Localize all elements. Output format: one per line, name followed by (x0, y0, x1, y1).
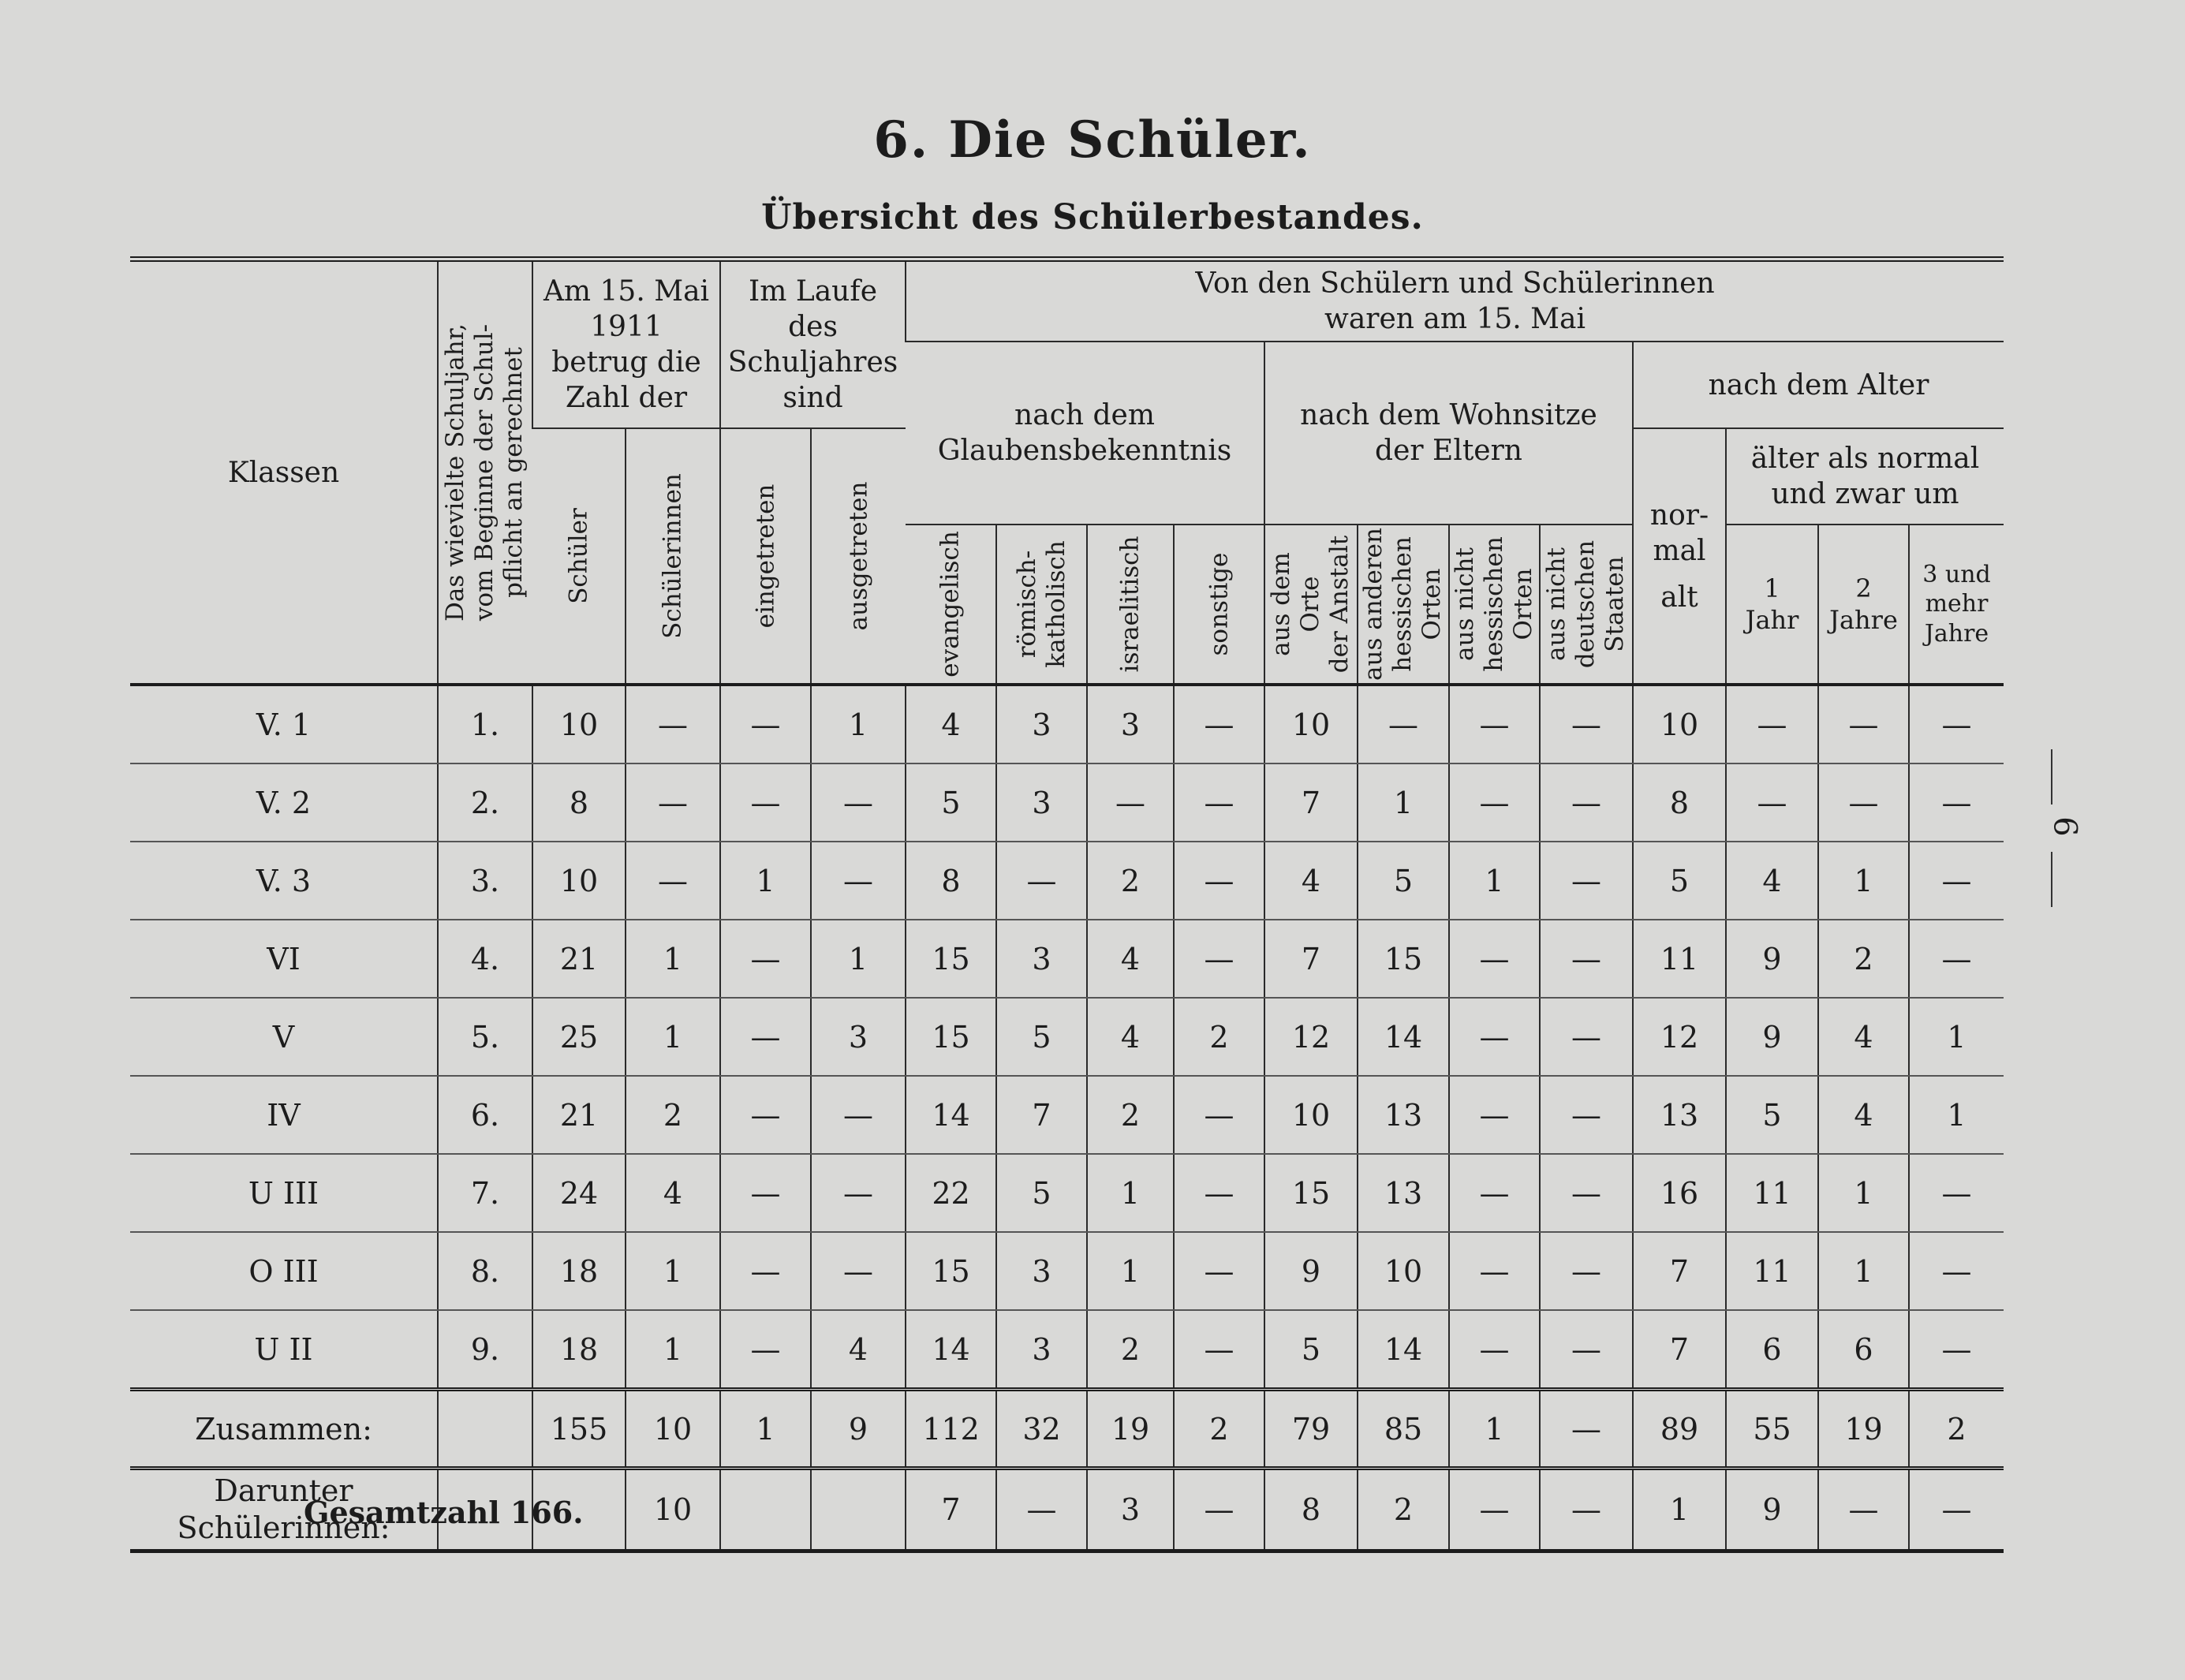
header-am15mai-line1: Am 15. Mai (543, 275, 710, 308)
header-klassen (130, 259, 438, 685)
header-wohnsitz (1264, 342, 1633, 525)
data-cell: — (720, 1076, 811, 1154)
data-cell: — (1818, 685, 1909, 763)
darunter-label-line1: Darunter (214, 1473, 353, 1508)
header-eingetreten (720, 428, 811, 685)
header-schuelerinnen (626, 428, 720, 685)
header-imlaufe-line1: Im Laufe (749, 275, 877, 308)
table-body (130, 685, 2004, 1390)
header-aus-hess-line3: Orten (1417, 568, 1447, 640)
schuljahr-cell: 1. (438, 685, 532, 763)
data-cell: 2 (1087, 1076, 1174, 1154)
data-cell: 21 (532, 1076, 626, 1154)
data-cell: 5 (1358, 842, 1449, 920)
data-cell: — (1449, 1232, 1540, 1310)
data-cell: 13 (1358, 1154, 1449, 1232)
data-cell: 15 (906, 1232, 996, 1310)
data-cell: — (1358, 685, 1449, 763)
data-cell: 10 (1264, 1076, 1358, 1154)
data-cell: 4 (1087, 920, 1174, 998)
header-j3 (1909, 525, 2004, 685)
data-cell: — (1174, 920, 1264, 998)
data-cell: — (1174, 1154, 1264, 1232)
data-cell: — (626, 842, 720, 920)
table-row (130, 1310, 2004, 1390)
page-title: 6. Die Schüler. (873, 110, 1312, 170)
header-schuelerinnen-label: Schülerinnen (658, 473, 687, 639)
data-cell: 13 (1633, 1076, 1726, 1154)
header-am15mai-line2: 1911 (590, 311, 663, 343)
data-cell: — (1540, 1154, 1633, 1232)
class-cell: V. 2 (130, 763, 438, 842)
data-cell: 16 (1633, 1154, 1726, 1232)
darunter-cell: 1 (1633, 1469, 1726, 1551)
data-cell: — (1540, 1232, 1633, 1310)
zusammen-sj (438, 1390, 532, 1469)
class-cell: U II (130, 1310, 438, 1390)
header-katholisch (996, 525, 1087, 685)
header-aus-hess-line2: hessischen (1388, 536, 1417, 672)
data-cell: 18 (532, 1232, 626, 1310)
data-cell: 1 (626, 998, 720, 1076)
class-cell: IV (130, 1076, 438, 1154)
data-cell: — (1174, 685, 1264, 763)
data-cell: 1 (811, 685, 906, 763)
data-cell: 3 (996, 1310, 1087, 1390)
data-cell: 2 (1174, 998, 1264, 1076)
header-aus-orte-line2: Orte (1296, 576, 1325, 633)
data-cell: 2 (626, 1076, 720, 1154)
data-cell: — (996, 842, 1087, 920)
data-cell: — (811, 763, 906, 842)
zusammen-cell: 112 (906, 1390, 996, 1469)
data-cell: 21 (532, 920, 626, 998)
class-cell: V. 1 (130, 685, 438, 763)
table-row (130, 920, 2004, 998)
data-cell: 1 (811, 920, 906, 998)
data-cell: — (626, 763, 720, 842)
data-cell: 18 (532, 1310, 626, 1390)
zusammen-cell: — (1540, 1390, 1633, 1469)
header-von-den-line2: waren am 15. Mai (1324, 303, 1586, 335)
data-cell: 9 (1726, 998, 1818, 1076)
data-cell: 1 (626, 1310, 720, 1390)
data-cell: 11 (1633, 920, 1726, 998)
data-cell: — (1540, 920, 1633, 998)
data-cell: 1 (1087, 1232, 1174, 1310)
data-cell: 4 (1087, 998, 1174, 1076)
darunter-cell: — (1540, 1469, 1633, 1551)
data-cell: — (1449, 685, 1540, 763)
footer-total: Gesamtzahl 166. (304, 1495, 584, 1530)
data-cell: 1 (1087, 1154, 1174, 1232)
data-cell: 5 (1264, 1310, 1358, 1390)
header-glauben (906, 342, 1264, 525)
header-j2-line1: 2 (1855, 573, 1872, 603)
data-cell: — (811, 1232, 906, 1310)
data-cell: — (1449, 920, 1540, 998)
zusammen-cell: 1 (720, 1390, 811, 1469)
data-cell: — (811, 1076, 906, 1154)
data-cell: — (1540, 763, 1633, 842)
header-normal-line1: nor- (1649, 498, 1709, 532)
data-cell: — (1174, 842, 1264, 920)
data-cell: 12 (1264, 998, 1358, 1076)
header-aus-orte-line1: aus dem (1267, 552, 1296, 656)
header-israelitisch-label: israelitisch (1115, 536, 1145, 673)
data-cell: — (1174, 1232, 1264, 1310)
header-ausgetreten-label: ausgetreten (843, 481, 872, 631)
darunter-cell: 2 (1358, 1469, 1449, 1551)
page-subtitle: Übersicht des Schülerbestandes. (761, 197, 1424, 237)
header-alter-label: nach dem Alter (1708, 368, 1929, 401)
data-cell: — (1909, 842, 2004, 920)
data-cell: 1 (1358, 763, 1449, 842)
table-row (130, 842, 2004, 920)
data-cell: 9 (1726, 920, 1818, 998)
header-katholisch-line1: römisch- (1012, 550, 1041, 659)
data-cell: 11 (1726, 1154, 1818, 1232)
header-aus-nicht-dt-line1: aus nicht (1542, 547, 1571, 661)
data-cell: 6 (1818, 1310, 1909, 1390)
header-j1 (1726, 525, 1818, 685)
data-cell: 22 (906, 1154, 996, 1232)
zusammen-cell: 19 (1818, 1390, 1909, 1469)
data-cell: 15 (906, 920, 996, 998)
page-number-rule-top (2051, 749, 2052, 805)
data-cell: 1 (1909, 1076, 2004, 1154)
class-cell: V (130, 998, 438, 1076)
table-row (130, 1232, 2004, 1310)
data-cell: — (1540, 1310, 1633, 1390)
header-aus-nicht-dt-line2: deutschen (1571, 539, 1600, 669)
data-cell: — (1087, 763, 1174, 842)
data-cell: — (811, 842, 906, 920)
data-cell: 14 (906, 1310, 996, 1390)
data-cell: 4 (906, 685, 996, 763)
data-cell: 3 (811, 998, 906, 1076)
data-cell: 4 (811, 1310, 906, 1390)
data-cell: 7 (1264, 920, 1358, 998)
header-von-den (906, 259, 2004, 342)
zusammen-cell: 19 (1087, 1390, 1174, 1469)
table-row (130, 1154, 2004, 1232)
class-cell: V. 3 (130, 842, 438, 920)
data-cell: 1 (1449, 842, 1540, 920)
data-cell: — (1449, 998, 1540, 1076)
header-imlaufe-line4: sind (782, 382, 843, 414)
data-cell: 15 (1264, 1154, 1358, 1232)
header-j1-line1: 1 (1764, 573, 1780, 603)
header-evangelisch-label: evangelisch (936, 531, 965, 678)
header-aus-orte-line3: der Anstalt (1325, 535, 1354, 674)
zusammen-cell: 79 (1264, 1390, 1358, 1469)
data-cell: 11 (1726, 1232, 1818, 1310)
data-cell: 2 (1818, 920, 1909, 998)
table-row (130, 998, 2004, 1076)
zusammen-cell: 32 (996, 1390, 1087, 1469)
darunter-cell: — (1818, 1469, 1909, 1551)
data-cell: 8 (1633, 763, 1726, 842)
data-cell: — (1909, 685, 2004, 763)
darunter-cell: 7 (906, 1469, 996, 1551)
data-cell: 10 (532, 842, 626, 920)
data-cell: 3 (1087, 685, 1174, 763)
data-cell: 10 (1633, 685, 1726, 763)
data-cell: 3 (996, 685, 1087, 763)
data-cell: 10 (1264, 685, 1358, 763)
table-row (130, 763, 2004, 842)
schuljahr-cell: 8. (438, 1232, 532, 1310)
data-cell: 10 (1358, 1232, 1449, 1310)
zusammen-cell: 10 (626, 1390, 720, 1469)
header-wohnsitz-line1: nach dem Wohnsitze (1300, 399, 1597, 431)
header-am15mai (532, 259, 720, 429)
data-cell: 9 (1264, 1232, 1358, 1310)
data-cell: 2 (1087, 842, 1174, 920)
schuljahr-cell: 3. (438, 842, 532, 920)
data-cell: 25 (532, 998, 626, 1076)
header-aus-nicht-hess (1449, 525, 1540, 685)
darunter-cell: 9 (1726, 1469, 1818, 1551)
schuljahr-cell: 4. (438, 920, 532, 998)
data-cell: — (1449, 763, 1540, 842)
data-cell: — (1540, 1076, 1633, 1154)
data-cell: — (626, 685, 720, 763)
data-cell: 4 (1264, 842, 1358, 920)
header-sonstige (1174, 525, 1264, 685)
data-cell: 1 (720, 842, 811, 920)
data-cell: 1 (1818, 1232, 1909, 1310)
schuljahr-cell: 6. (438, 1076, 532, 1154)
data-cell: 10 (532, 685, 626, 763)
header-normal (1633, 428, 1726, 685)
data-cell: — (1449, 1154, 1540, 1232)
data-cell: 24 (532, 1154, 626, 1232)
header-schuljahr-line1: Das wievielte Schuljahr, (441, 323, 470, 622)
header-imlaufe (720, 259, 906, 429)
header-aus-hess (1358, 525, 1449, 685)
data-cell: — (720, 920, 811, 998)
header-klassen-label: Klassen (227, 456, 340, 489)
data-cell: — (1174, 1076, 1264, 1154)
data-cell: 1 (1818, 1154, 1909, 1232)
data-cell: 2 (1087, 1310, 1174, 1390)
header-j3-line1: 3 und (1922, 560, 1991, 588)
header-evangelisch (906, 525, 996, 685)
schuljahr-cell: 9. (438, 1310, 532, 1390)
header-aelter-line2: und zwar um (1771, 478, 1959, 510)
header-schueler (532, 428, 626, 685)
data-cell: — (1726, 763, 1818, 842)
header-katholisch-line2: katholisch (1041, 540, 1070, 668)
data-cell: — (1449, 1076, 1540, 1154)
data-cell: — (720, 1232, 811, 1310)
data-cell: 13 (1358, 1076, 1449, 1154)
header-j3-line3: Jahre (1924, 619, 1989, 648)
row-zusammen (130, 1390, 2004, 1469)
data-cell: — (720, 998, 811, 1076)
class-cell: VI (130, 920, 438, 998)
header-glauben-line1: nach dem (1014, 399, 1155, 431)
data-cell: 8 (532, 763, 626, 842)
darunter-cell: — (1909, 1469, 2004, 1551)
darunter-cell: — (996, 1469, 1087, 1551)
data-cell: — (720, 1310, 811, 1390)
zusammen-cell: 2 (1174, 1390, 1264, 1469)
header-aelter (1726, 428, 2004, 525)
data-cell: 14 (1358, 998, 1449, 1076)
header-j3-line2: mehr (1925, 590, 1989, 618)
data-cell: — (1540, 842, 1633, 920)
data-cell: 3 (996, 1232, 1087, 1310)
header-imlaufe-line3: Schuljahres (727, 346, 898, 379)
darunter-cell (811, 1469, 906, 1551)
zusammen-label: Zusammen: (130, 1390, 438, 1469)
data-cell: 1 (1909, 998, 2004, 1076)
page-number-rule-bottom (2051, 852, 2052, 907)
header-j2-line2: Jahre (1829, 605, 1898, 635)
zusammen-cell: 1 (1449, 1390, 1540, 1469)
header-aus-nicht-hess-line3: Orten (1509, 568, 1538, 640)
data-cell: 15 (906, 998, 996, 1076)
header-ausgetreten (811, 428, 906, 685)
zusammen-cell: 2 (1909, 1390, 2004, 1469)
header-schuljahr-line3: pflicht an gerechnet (499, 347, 529, 598)
schuljahr-cell: 5. (438, 998, 532, 1076)
header-wohnsitz-line2: der Eltern (1375, 435, 1522, 467)
zusammen-cell: 155 (532, 1390, 626, 1469)
darunter-cell: — (1174, 1469, 1264, 1551)
data-cell: 15 (1358, 920, 1449, 998)
data-cell: 6 (1726, 1310, 1818, 1390)
table-row (130, 685, 2004, 763)
student-table (130, 256, 2004, 1553)
data-cell: 1 (626, 920, 720, 998)
data-cell: — (1909, 1232, 2004, 1310)
data-cell: 1 (626, 1232, 720, 1310)
data-cell: — (720, 1154, 811, 1232)
data-cell: — (1726, 685, 1818, 763)
class-cell: O III (130, 1232, 438, 1310)
data-cell: 12 (1633, 998, 1726, 1076)
data-cell: 8 (906, 842, 996, 920)
data-cell: 4 (1818, 1076, 1909, 1154)
data-cell: 14 (1358, 1310, 1449, 1390)
header-aus-nicht-dt (1540, 525, 1633, 685)
header-am15mai-line4: Zahl der (565, 382, 688, 414)
zusammen-cell: 55 (1726, 1390, 1818, 1469)
data-cell: — (1540, 998, 1633, 1076)
data-cell: — (811, 1154, 906, 1232)
zusammen-cell: 9 (811, 1390, 906, 1469)
data-cell: — (1909, 920, 2004, 998)
data-cell: 7 (1264, 763, 1358, 842)
header-aus-nicht-hess-line2: hessischen (1479, 536, 1508, 672)
data-cell: 3 (996, 763, 1087, 842)
header-aus-nicht-hess-line1: aus nicht (1450, 547, 1479, 661)
data-cell: 5 (906, 763, 996, 842)
data-cell: 5 (1633, 842, 1726, 920)
zusammen-cell: 89 (1633, 1390, 1726, 1469)
zusammen-cell: 85 (1358, 1390, 1449, 1469)
header-j1-line2: Jahr (1745, 605, 1799, 635)
data-cell: 5 (996, 1154, 1087, 1232)
darunter-cell (720, 1469, 811, 1551)
page-number: 6 (2046, 816, 2083, 837)
darunter-cell: — (1449, 1469, 1540, 1551)
darunter-cell: 8 (1264, 1469, 1358, 1551)
header-israelitisch (1087, 525, 1174, 685)
data-cell: 4 (1818, 998, 1909, 1076)
data-cell: 7 (1633, 1310, 1726, 1390)
data-cell: — (720, 763, 811, 842)
data-cell: — (720, 685, 811, 763)
data-cell: — (1174, 763, 1264, 842)
data-cell: 7 (1633, 1232, 1726, 1310)
data-cell: 5 (1726, 1076, 1818, 1154)
header-alter (1633, 342, 2004, 428)
data-cell: 5 (996, 998, 1087, 1076)
data-cell: — (1909, 763, 2004, 842)
schuljahr-cell: 7. (438, 1154, 532, 1232)
header-aelter-line1: älter als normal (1750, 442, 1980, 475)
data-cell: 4 (1726, 842, 1818, 920)
darunter-label-line2: Schülerinnen: (177, 1510, 390, 1545)
header-schuljahr-line2: vom Beginne der Schul- (470, 323, 499, 622)
schuljahr-cell: 2. (438, 763, 532, 842)
header-aus-orte (1264, 525, 1358, 685)
header-schuljahr (438, 259, 532, 685)
data-cell: 1 (1818, 842, 1909, 920)
header-imlaufe-line2: des (788, 311, 838, 343)
header-aus-hess-line1: aus anderen (1359, 528, 1388, 681)
header-normal-line2: mal (1653, 534, 1706, 567)
header-normal-line3: alt (1660, 581, 1698, 614)
data-cell: — (1909, 1310, 2004, 1390)
data-cell: — (1540, 685, 1633, 763)
data-cell: — (1909, 1154, 2004, 1232)
darunter-cell: 3 (1087, 1469, 1174, 1551)
header-eingetreten-label: eingetreten (750, 483, 779, 629)
header-schueler-label: Schüler (563, 508, 592, 604)
data-cell: 14 (906, 1076, 996, 1154)
darunter-cell: 10 (626, 1469, 720, 1551)
data-cell: 7 (996, 1076, 1087, 1154)
header-j2 (1818, 525, 1909, 685)
data-cell: — (1449, 1310, 1540, 1390)
data-cell: 3 (996, 920, 1087, 998)
data-cell: — (1818, 763, 1909, 842)
class-cell: U III (130, 1154, 438, 1232)
header-sonstige-label: sonstige (1204, 552, 1233, 656)
header-aus-nicht-dt-line3: Staaten (1600, 556, 1630, 652)
table-row (130, 1076, 2004, 1154)
header-glauben-line2: Glaubensbekenntnis (937, 435, 1232, 467)
header-von-den-line1: Von den Schülern und Schülerinnen (1195, 267, 1715, 300)
data-cell: 4 (626, 1154, 720, 1232)
header-am15mai-line3: betrug die (551, 346, 701, 379)
data-cell: — (1174, 1310, 1264, 1390)
